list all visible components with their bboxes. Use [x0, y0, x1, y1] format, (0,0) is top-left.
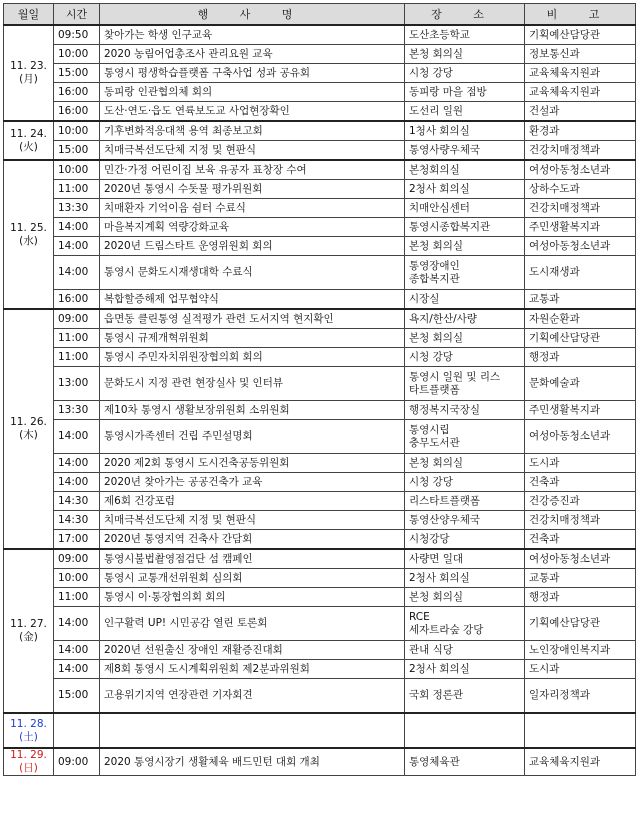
- table-row: [4, 748, 636, 776]
- event-cell: 2020년 통영시 수돗물 평가위원회: [100, 180, 405, 199]
- place-cell: 2청사 회의실: [405, 569, 525, 588]
- time-cell: 14:00: [54, 237, 100, 256]
- day-date: 11. 26.: [10, 416, 47, 428]
- note-cell: 건축과: [525, 530, 636, 550]
- place-cell: 통영체육관: [405, 748, 525, 776]
- note-cell: 상하수도과: [525, 180, 636, 199]
- day-weekday: (日): [19, 762, 38, 774]
- table-row: [4, 569, 636, 588]
- place-cell: 시장실: [405, 290, 525, 310]
- time-cell: 10:00: [54, 121, 100, 141]
- event-cell: 제10차 통영시 생활보장위원회 소위원회: [100, 401, 405, 420]
- day-weekday: (火): [19, 140, 38, 153]
- event-cell: 치매극복선도단체 지정 및 현판식: [100, 511, 405, 530]
- event-cell: 통영시 문화도시재생대학 수료식: [100, 256, 405, 290]
- event-cell: 통영시 교통개선위원회 심의회: [100, 569, 405, 588]
- table-row: [4, 713, 636, 748]
- time-cell: 17:00: [54, 530, 100, 550]
- place-cell: 리스타트플랫폼: [405, 492, 525, 511]
- schedule-body: [4, 25, 636, 776]
- event-cell: 치매환자 기억이음 쉼터 수료식: [100, 199, 405, 218]
- time-cell: 11:00: [54, 329, 100, 348]
- note-cell: 일자리정책과: [525, 679, 636, 714]
- time-cell: 14:00: [54, 256, 100, 290]
- header-place: 장 소: [405, 4, 525, 26]
- table-row: [4, 492, 636, 511]
- time-cell: 16:00: [54, 290, 100, 310]
- note-cell: 건강치매정책과: [525, 199, 636, 218]
- day-date: 11. 23.: [10, 60, 47, 72]
- day-cell: [4, 121, 54, 160]
- day-cell: [4, 25, 54, 121]
- table-row: [4, 64, 636, 83]
- header-day: 월일: [4, 4, 54, 26]
- table-row: [4, 511, 636, 530]
- note-cell: 교육체육지원과: [525, 83, 636, 102]
- event-cell: 2020 통영시장기 생활체육 배드민턴 대회 개최: [100, 748, 405, 776]
- table-row: [4, 121, 636, 141]
- schedule-table: [3, 3, 636, 776]
- time-cell: 14:00: [54, 607, 100, 641]
- place-cell: 국회 정론관: [405, 679, 525, 714]
- note-cell: 기획예산담당관: [525, 607, 636, 641]
- note-cell: 기획예산담당관: [525, 329, 636, 348]
- table-row: [4, 290, 636, 310]
- time-cell: 14:00: [54, 454, 100, 473]
- event-cell: 통영시 규제개혁위원회: [100, 329, 405, 348]
- time-cell: 14:00: [54, 420, 100, 454]
- event-cell: 읍면동 클린통영 실적평가 관련 도서지역 현지확인: [100, 309, 405, 329]
- place-cell: 시청 강당: [405, 473, 525, 492]
- event-cell: 기후변화적응대책 용역 최종보고회: [100, 121, 405, 141]
- note-cell: 건강증진과: [525, 492, 636, 511]
- day-date: 11. 25.: [10, 221, 47, 234]
- table-row: [4, 45, 636, 64]
- day-weekday: (月): [19, 73, 38, 85]
- event-cell: 2020 농림어업총조사 관리요원 교육: [100, 45, 405, 64]
- event-cell: 제6회 건강포럼: [100, 492, 405, 511]
- note-cell: 정보통신과: [525, 45, 636, 64]
- event-cell: 통영시 이·통장협의회 회의: [100, 588, 405, 607]
- table-row: [4, 329, 636, 348]
- table-row: [4, 641, 636, 660]
- event-cell: 민간·가정 어린이집 보육 유공자 표창장 수여: [100, 160, 405, 180]
- place-cell: 시청강당: [405, 530, 525, 550]
- note-cell: 건강치매정책과: [525, 141, 636, 161]
- time-cell: 13:30: [54, 401, 100, 420]
- day-date: 11. 27.: [10, 618, 47, 630]
- time-cell: 14:30: [54, 511, 100, 530]
- time-cell: 11:00: [54, 348, 100, 367]
- event-cell: 2020년 드림스타트 운영위원회 회의: [100, 237, 405, 256]
- time-cell: 09:00: [54, 549, 100, 569]
- table-row: [4, 237, 636, 256]
- place-cell: 1청사 회의실: [405, 121, 525, 141]
- place-cell: 도선리 일원: [405, 102, 525, 122]
- time-cell: 09:00: [54, 748, 100, 776]
- note-cell: 건설과: [525, 102, 636, 122]
- event-cell: 2020년 선원출신 장애인 재활증진대회: [100, 641, 405, 660]
- note-cell: 도시재생과: [525, 256, 636, 290]
- event-cell: 치매극복선도단체 지정 및 현판식: [100, 141, 405, 161]
- day-weekday: (水): [19, 234, 38, 247]
- table-row: [4, 588, 636, 607]
- day-date: 11. 29.: [10, 749, 47, 761]
- table-row: [4, 348, 636, 367]
- place-cell: 시청 강당: [405, 64, 525, 83]
- table-row: [4, 401, 636, 420]
- place-cell: 본청 회의실: [405, 454, 525, 473]
- event-cell: [100, 713, 405, 748]
- time-cell: 14:00: [54, 641, 100, 660]
- place-cell: 치매안심센터: [405, 199, 525, 218]
- time-cell: 11:00: [54, 180, 100, 199]
- header-time: 시간: [54, 4, 100, 26]
- place-cell: 통영시종합복지관: [405, 218, 525, 237]
- note-cell: 교육체육지원과: [525, 64, 636, 83]
- time-cell: 09:50: [54, 25, 100, 45]
- time-cell: 10:00: [54, 569, 100, 588]
- note-cell: 행정과: [525, 348, 636, 367]
- day-weekday: (金): [19, 631, 38, 643]
- event-cell: 통영시 평생학습플랫폼 구축사업 성과 공유회: [100, 64, 405, 83]
- place-cell: 본청 회의실: [405, 329, 525, 348]
- note-cell: 기획예산담당관: [525, 25, 636, 45]
- table-row: [4, 420, 636, 454]
- table-row: [4, 102, 636, 122]
- place-cell: 본청 회의실: [405, 45, 525, 64]
- table-row: [4, 83, 636, 102]
- note-cell: 주민생활복지과: [525, 218, 636, 237]
- note-cell: 문화예술과: [525, 367, 636, 401]
- day-cell: [4, 549, 54, 713]
- table-row: [4, 679, 636, 714]
- event-cell: 제8회 통영시 도시계획위원회 제2분과위원회: [100, 660, 405, 679]
- table-row: [4, 549, 636, 569]
- place-cell: 본청회의실: [405, 160, 525, 180]
- time-cell: 10:00: [54, 160, 100, 180]
- place-cell: 행정복지국장실: [405, 401, 525, 420]
- place-cell: 2청사 회의실: [405, 180, 525, 199]
- place-cell: 관내 식당: [405, 641, 525, 660]
- table-row: [4, 530, 636, 550]
- event-cell: 고용위기지역 연장관련 기자회견: [100, 679, 405, 714]
- place-cell: 통영시립 충무도서관: [405, 420, 525, 454]
- note-cell: [525, 713, 636, 748]
- place-cell: RCE 세자트라숲 강당: [405, 607, 525, 641]
- time-cell: [54, 713, 100, 748]
- time-cell: 13:00: [54, 367, 100, 401]
- place-cell: 2청사 회의실: [405, 660, 525, 679]
- event-cell: 통영시 주민자치위원장협의회 회의: [100, 348, 405, 367]
- note-cell: 행정과: [525, 588, 636, 607]
- table-row: [4, 141, 636, 161]
- place-cell: 통영시 일원 및 리스 타트플랫폼: [405, 367, 525, 401]
- header-event: 행 사 명: [100, 4, 405, 26]
- table-row: [4, 309, 636, 329]
- day-weekday: (木): [19, 429, 38, 441]
- note-cell: 노인장애인복지과: [525, 641, 636, 660]
- place-cell: 통영산양우체국: [405, 511, 525, 530]
- time-cell: 09:00: [54, 309, 100, 329]
- event-cell: 2020 제2회 통영시 도시건축공동위원회: [100, 454, 405, 473]
- table-row: [4, 218, 636, 237]
- event-cell: 2020년 찾아가는 공공건축가 교육: [100, 473, 405, 492]
- table-row: [4, 160, 636, 180]
- event-cell: 문화도시 지정 관련 현장실사 및 인터뷰: [100, 367, 405, 401]
- time-cell: 13:30: [54, 199, 100, 218]
- place-cell: 욕지/한산/사량: [405, 309, 525, 329]
- event-cell: 동피랑 인관협의체 회의: [100, 83, 405, 102]
- event-cell: 통영시불법촬영점검단 섬 캠페인: [100, 549, 405, 569]
- note-cell: 건축과: [525, 473, 636, 492]
- time-cell: 10:00: [54, 45, 100, 64]
- table-row: [4, 473, 636, 492]
- event-cell: 2020년 통영지역 건축사 간담회: [100, 530, 405, 550]
- day-weekday: (土): [19, 730, 38, 743]
- day-date: 11. 24.: [10, 127, 47, 140]
- place-cell: 시청 강당: [405, 348, 525, 367]
- note-cell: 여성아동청소년과: [525, 549, 636, 569]
- note-cell: 여성아동청소년과: [525, 160, 636, 180]
- note-cell: 도시과: [525, 454, 636, 473]
- note-cell: 건강치매정책과: [525, 511, 636, 530]
- event-cell: 마을복지계획 역량강화교육: [100, 218, 405, 237]
- day-cell: [4, 748, 54, 776]
- time-cell: 14:00: [54, 473, 100, 492]
- time-cell: 14:00: [54, 660, 100, 679]
- note-cell: 주민생활복지과: [525, 401, 636, 420]
- table-row: [4, 607, 636, 641]
- place-cell: 사량면 일대: [405, 549, 525, 569]
- note-cell: 여성아동청소년과: [525, 420, 636, 454]
- place-cell: 통영장애인 종합복지관: [405, 256, 525, 290]
- event-cell: 찾아가는 학생 인구교육: [100, 25, 405, 45]
- table-row: [4, 25, 636, 45]
- note-cell: 환경과: [525, 121, 636, 141]
- note-cell: 여성아동청소년과: [525, 237, 636, 256]
- note-cell: 교통과: [525, 569, 636, 588]
- time-cell: 15:00: [54, 141, 100, 161]
- day-cell: [4, 309, 54, 549]
- time-cell: 14:00: [54, 218, 100, 237]
- table-row: [4, 367, 636, 401]
- note-cell: 자원순환과: [525, 309, 636, 329]
- day-cell: [4, 713, 54, 748]
- place-cell: 통영사량우체국: [405, 141, 525, 161]
- event-cell: 통영시가족센터 건립 주민설명회: [100, 420, 405, 454]
- event-cell: 인구활력 UP! 시민공감 열린 토론회: [100, 607, 405, 641]
- event-cell: 복합할증해제 업무협약식: [100, 290, 405, 310]
- table-row: [4, 660, 636, 679]
- header-note: 비 고: [525, 4, 636, 26]
- note-cell: 교육체육지원과: [525, 748, 636, 776]
- table-row: [4, 199, 636, 218]
- place-cell: 본청 회의실: [405, 237, 525, 256]
- day-cell: [4, 160, 54, 309]
- time-cell: 14:30: [54, 492, 100, 511]
- table-row: [4, 454, 636, 473]
- time-cell: 11:00: [54, 588, 100, 607]
- time-cell: 15:00: [54, 679, 100, 714]
- place-cell: [405, 713, 525, 748]
- time-cell: 16:00: [54, 102, 100, 122]
- event-cell: 도산·연도·읍도 연륙보도교 사업현장확인: [100, 102, 405, 122]
- table-row: [4, 180, 636, 199]
- place-cell: 동피랑 마을 점방: [405, 83, 525, 102]
- note-cell: 교통과: [525, 290, 636, 310]
- table-row: [4, 256, 636, 290]
- place-cell: 도산초등학교: [405, 25, 525, 45]
- day-date: 11. 28.: [10, 717, 47, 730]
- note-cell: 도시과: [525, 660, 636, 679]
- time-cell: 16:00: [54, 83, 100, 102]
- time-cell: 15:00: [54, 64, 100, 83]
- place-cell: 본청 회의실: [405, 588, 525, 607]
